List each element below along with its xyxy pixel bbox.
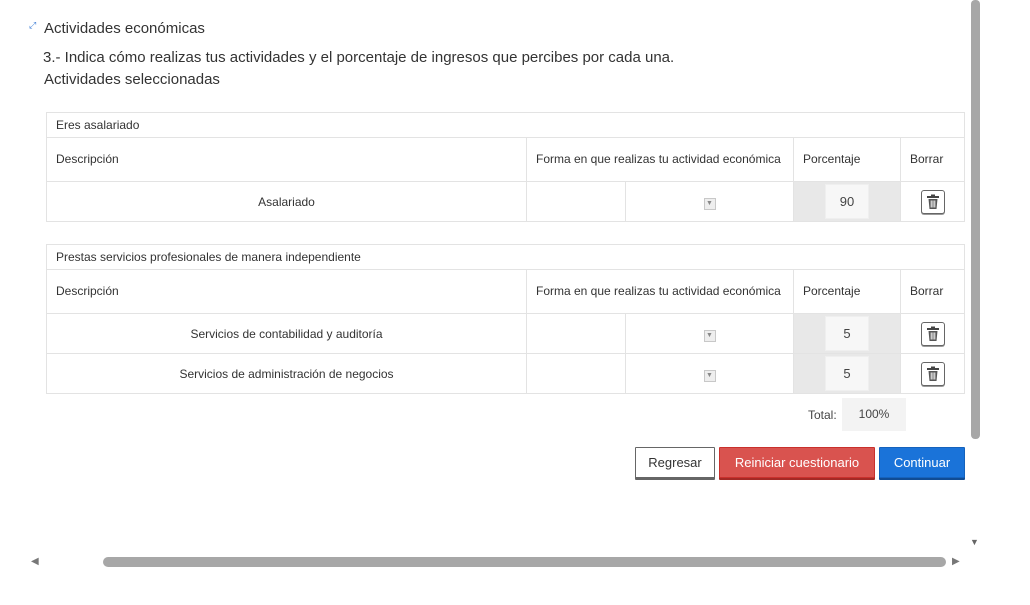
header-forma: Forma en que realizas tu actividad económica — [527, 138, 794, 182]
delete-button[interactable] — [921, 190, 945, 214]
group-title: Eres asalariado — [47, 113, 965, 138]
header-borrar: Borrar — [901, 270, 965, 314]
table-row — [47, 354, 965, 394]
column-header-row — [47, 138, 965, 182]
table-row — [47, 182, 965, 222]
percentage-cell — [794, 314, 901, 354]
table-row — [47, 314, 965, 354]
forma-select[interactable] — [626, 354, 794, 394]
delete-cell — [901, 182, 965, 222]
percentage-input[interactable]: 90 — [825, 184, 869, 219]
vertical-scrollbar-thumb[interactable] — [971, 0, 980, 439]
reset-questionnaire-button[interactable]: Reiniciar cuestionario — [719, 447, 875, 478]
activity-description: Servicios de administración de negocios — [47, 354, 527, 394]
dropdown-icon[interactable]: ▼ — [704, 370, 716, 382]
percentage-input[interactable]: 5 — [825, 356, 869, 391]
forma-cell — [527, 354, 626, 394]
forma-select[interactable] — [626, 314, 794, 354]
activity-description: Asalariado — [47, 182, 527, 222]
trash-icon — [922, 191, 944, 213]
trash-icon — [922, 363, 944, 385]
header-descripcion: Descripción — [47, 138, 527, 182]
forma-select[interactable] — [626, 182, 794, 222]
section-title: Actividades económicas — [44, 20, 205, 37]
activity-table-independiente — [46, 244, 965, 394]
scroll-right-arrow-icon[interactable]: ▶ — [952, 556, 960, 567]
group-title: Prestas servicios profesionales de manera independiente — [47, 245, 965, 270]
group-header-row — [47, 113, 965, 138]
total-label: Total: — [808, 408, 837, 422]
trash-icon — [922, 323, 944, 345]
percentage-cell — [794, 354, 901, 394]
percentage-cell — [794, 182, 901, 222]
delete-button[interactable] — [921, 322, 945, 346]
delete-cell — [901, 354, 965, 394]
scroll-left-arrow-icon[interactable]: ◀ — [31, 556, 39, 567]
forma-cell — [527, 314, 626, 354]
header-borrar: Borrar — [901, 138, 965, 182]
delete-cell — [901, 314, 965, 354]
delete-button[interactable] — [921, 362, 945, 386]
continue-button[interactable]: Continuar — [879, 447, 965, 478]
dropdown-icon[interactable]: ▼ — [704, 198, 716, 210]
horizontal-scrollbar-thumb[interactable] — [103, 557, 946, 567]
percentage-input[interactable]: 5 — [825, 316, 869, 351]
scroll-down-arrow-icon[interactable]: ▼ — [970, 537, 979, 547]
total-value: 100% — [842, 398, 906, 431]
header-descripcion: Descripción — [47, 270, 527, 314]
header-forma: Forma en que realizas tu actividad económica — [527, 270, 794, 314]
selected-activities-heading: Actividades seleccionadas — [44, 71, 220, 88]
dropdown-icon[interactable]: ▼ — [704, 330, 716, 342]
column-header-row — [47, 270, 965, 314]
group-header-row — [47, 245, 965, 270]
activity-table-asalariado — [46, 112, 965, 222]
expand-icon[interactable]: ⤢ — [29, 20, 37, 30]
activity-description: Servicios de contabilidad y auditoría — [47, 314, 527, 354]
header-porcentaje: Porcentaje — [794, 270, 901, 314]
back-button[interactable]: Regresar — [635, 447, 715, 478]
question-text: 3.- Indica cómo realizas tus actividades y el porcentaje de ingresos que percibes por cada una. — [43, 49, 675, 66]
header-porcentaje: Porcentaje — [794, 138, 901, 182]
forma-cell — [527, 182, 626, 222]
